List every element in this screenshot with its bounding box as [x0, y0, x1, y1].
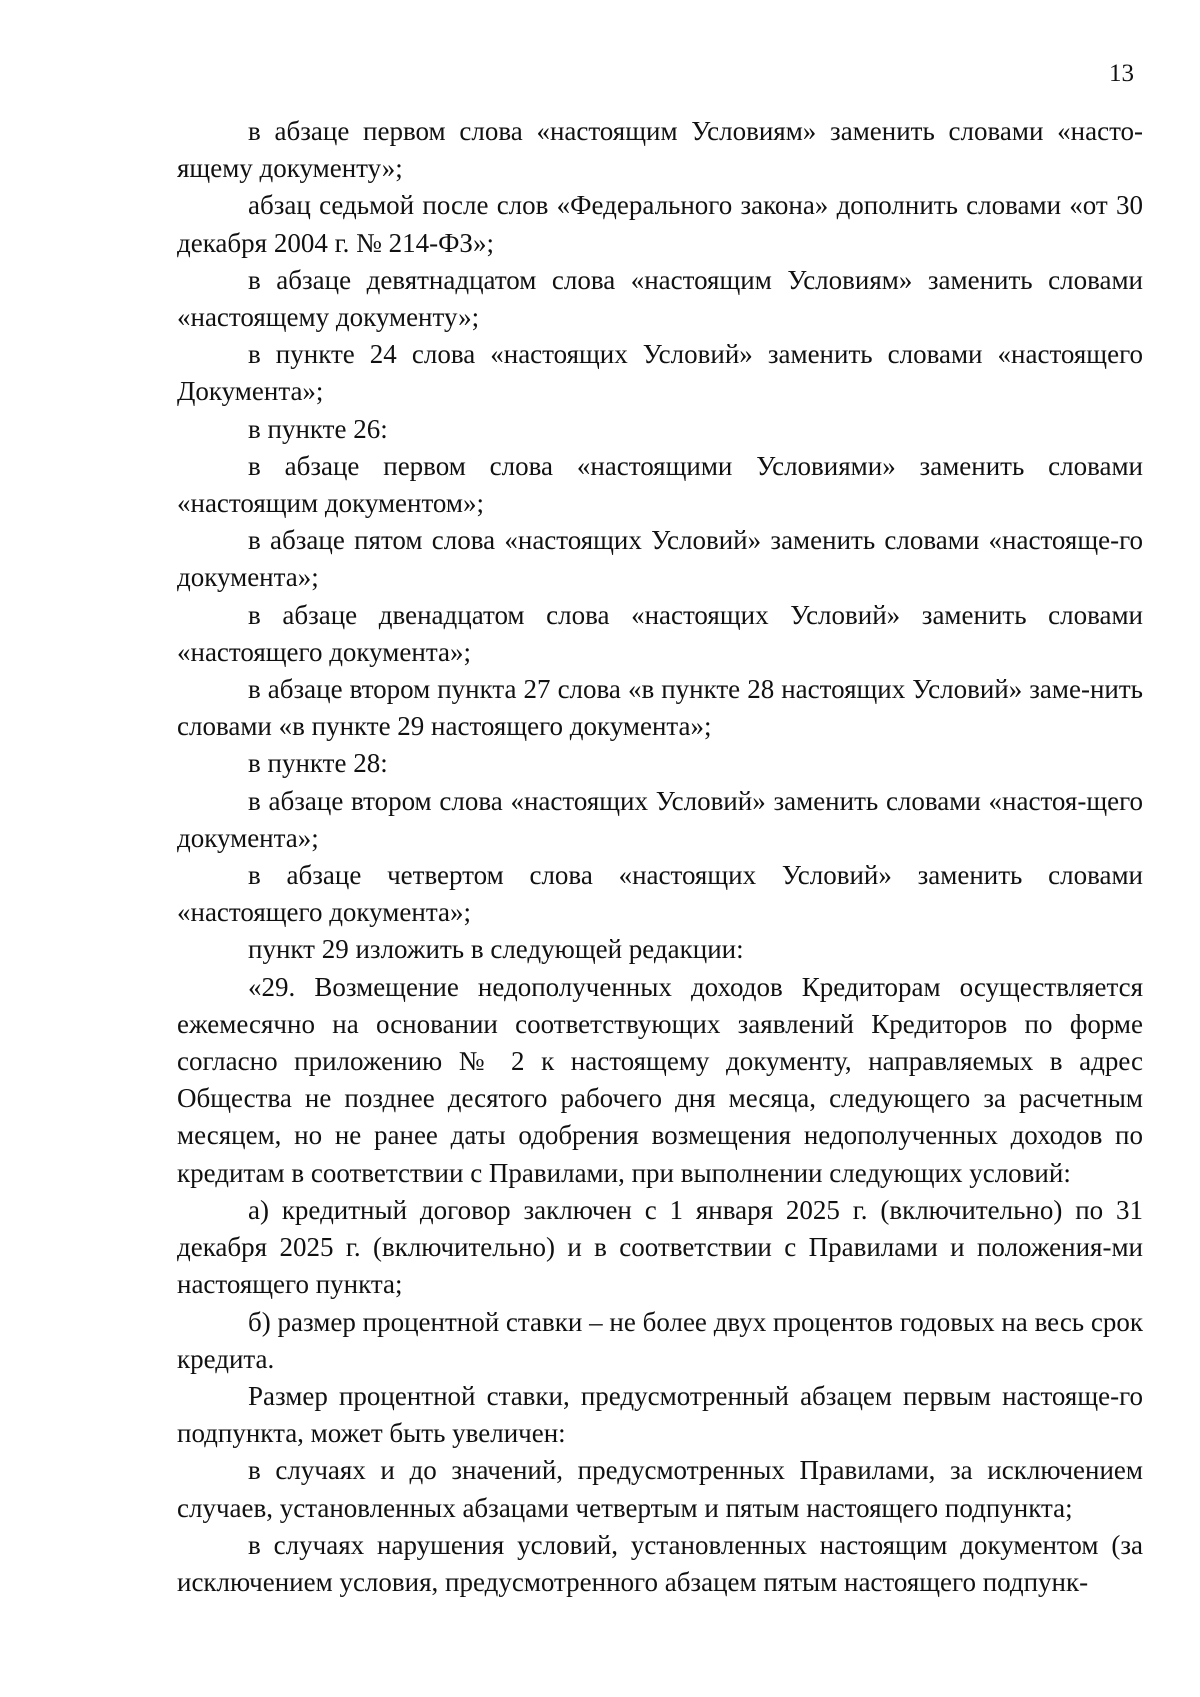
page-number: 13 — [1109, 60, 1134, 87]
paragraph: в случаях и до значений, предусмотренных Правилами, за исключением случаев, установленных абзацами четвертым и пятым настоящего подпункта; — [177, 1455, 1143, 1523]
paragraph: в пункте 26: — [248, 413, 388, 444]
paragraph: в абзаце девятнадцатом слова «настоящим Условиям» заменить словами «настоящему документу»; — [177, 264, 1143, 333]
paragraph: б) размер процентной ставки – не более двух процентов годовых на весь срок кредита. — [177, 1306, 1143, 1374]
paragraph: в абзаце втором слова «настоящих Условий» заменить словами «настоя-щего документа»; — [177, 785, 1143, 853]
document-body — [177, 113, 1143, 1601]
paragraph: в абзаце четвертом слова «настоящих Условий» заменить словами «настоящего документа»; — [177, 860, 1143, 928]
paragraph: пункт 29 изложить в следующей редакции: — [248, 934, 744, 965]
paragraph: в случаях нарушения условий, установленных настоящим документом (за исключением условия, предусмотренного абзацем пятым настоящего подпунк- — [177, 1529, 1143, 1597]
paragraph: абзац седьмой после слов «Федерального закона» дополнить словами «от 30 декабря 2004 г. № 214-ФЗ»; — [177, 190, 1143, 258]
paragraph: Размер процентной ставки, предусмотренный абзацем первым настояще-го подпункта, может быть увеличен: — [177, 1380, 1143, 1449]
paragraph: в пункте 28: — [248, 748, 388, 779]
paragraph: в абзаце двенадцатом слова «настоящих Условий» заменить словами «настоящего документа»; — [177, 599, 1143, 667]
paragraph: в абзаце первом слова «настоящим Условиям» заменить словами «насто-ящему документу»; — [177, 116, 1143, 184]
paragraph: в абзаце втором пункта 27 слова «в пункте 28 настоящих Условий» заме-нить словами «в пункте 29 настоящего документа»; — [177, 674, 1143, 742]
paragraph: а) кредитный договор заключен с 1 января 2025 г. (включительно) по 31 декабря 2025 г. (включительно) и в соответствии с Правилами и положения-ми настоящего пункта; — [177, 1194, 1143, 1300]
paragraph: в пункте 24 слова «настоящих Условий» заменить словами «настоящего Документа»; — [177, 339, 1143, 407]
paragraph: в абзаце пятом слова «настоящих Условий» заменить словами «настояще-го документа»; — [177, 525, 1143, 593]
paragraph: «29. Возмещение недополученных доходов Кредиторам осуществляется ежемесячно на основании соответствующих заявлений Кредиторов по форме согласно приложению № 2 к настоящему документу, направляемых в адрес Общества не позднее десятого рабочего дня месяца, следующего за расчетным месяцем, но не ранее даты одобрения возмещения недополученных доходов по кредитам в соответствии с Правилами, при выполнении следующих условий: — [177, 971, 1143, 1188]
paragraph: в абзаце первом слова «настоящими Условиями» заменить словами «настоящим документом»; — [177, 450, 1143, 519]
